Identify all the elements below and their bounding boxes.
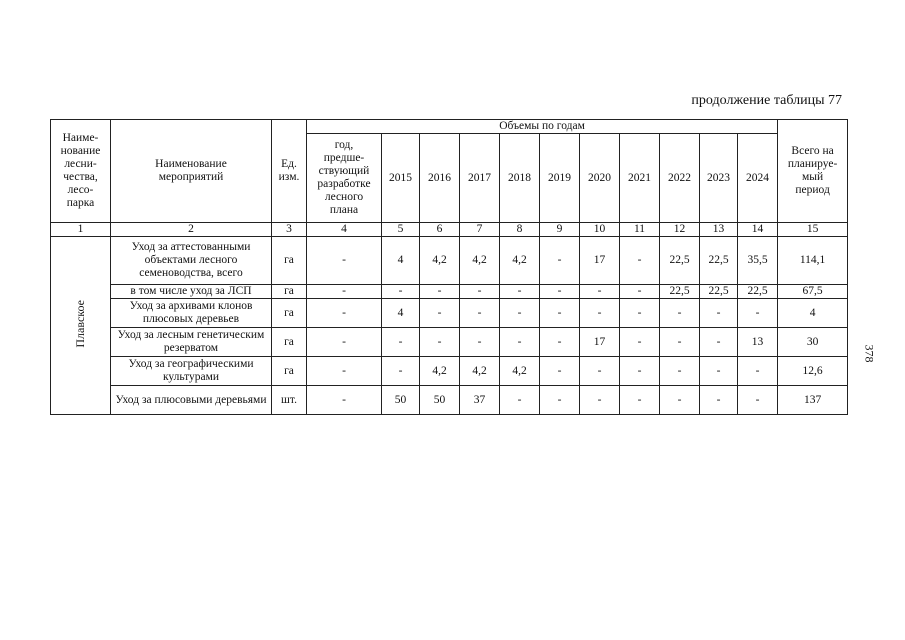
column-number: 14: [738, 223, 778, 237]
year-value-cell: 4,2: [460, 237, 500, 285]
year-value-cell: 4,2: [500, 237, 540, 285]
unit-cell: га: [272, 299, 307, 328]
year-value-cell: -: [500, 328, 540, 357]
year-value-cell: -: [620, 299, 660, 328]
forestry-name: Плавское: [73, 299, 87, 348]
header-year: 2021: [620, 134, 660, 223]
activity-cell: Уход за плюсовыми деревьями: [111, 386, 272, 415]
activity-cell: Уход за архивами клонов плюсовых деревьев: [111, 299, 272, 328]
page-number: 378: [862, 344, 877, 363]
prior-year-cell: -: [307, 285, 382, 299]
header-forestry: Наиме- нование лесни- чества, лесо- парка: [51, 120, 111, 223]
table-row: [51, 299, 848, 328]
column-number: 4: [307, 223, 382, 237]
year-value-cell: -: [620, 237, 660, 285]
header-year: 2020: [580, 134, 620, 223]
header-year: 2023: [700, 134, 738, 223]
total-cell: 67,5: [778, 285, 848, 299]
table-row: [51, 386, 848, 415]
year-value-cell: -: [540, 357, 580, 386]
year-value-cell: -: [580, 357, 620, 386]
column-number: 2: [111, 223, 272, 237]
year-value-cell: 4,2: [420, 237, 460, 285]
year-value-cell: -: [700, 299, 738, 328]
header-unit: Ед. изм.: [272, 120, 307, 223]
year-value-cell: -: [460, 285, 500, 299]
total-cell: 4: [778, 299, 848, 328]
activity-cell: Уход за аттестованными объектами лесного семеноводства, всего: [111, 237, 272, 285]
year-value-cell: -: [460, 328, 500, 357]
column-numbers-row: [51, 223, 848, 237]
year-value-cell: 37: [460, 386, 500, 415]
column-number: 11: [620, 223, 660, 237]
activity-cell: в том числе уход за ЛСП: [111, 285, 272, 299]
header-total: Всего на планируе- мый период: [778, 120, 848, 223]
year-value-cell: 22,5: [660, 237, 700, 285]
column-number: 6: [420, 223, 460, 237]
year-value-cell: -: [540, 285, 580, 299]
unit-cell: га: [272, 357, 307, 386]
year-value-cell: -: [420, 299, 460, 328]
year-value-cell: -: [700, 357, 738, 386]
year-value-cell: 22,5: [700, 237, 738, 285]
prior-year-cell: -: [307, 237, 382, 285]
header-year: 2022: [660, 134, 700, 223]
table-body: [51, 237, 848, 415]
year-value-cell: -: [620, 357, 660, 386]
total-cell: 12,6: [778, 357, 848, 386]
year-value-cell: -: [540, 299, 580, 328]
column-number: 1: [51, 223, 111, 237]
header-activity: Наименование мероприятий: [111, 120, 272, 223]
year-value-cell: 17: [580, 328, 620, 357]
year-value-cell: -: [700, 386, 738, 415]
year-value-cell: -: [620, 386, 660, 415]
year-value-cell: 13: [738, 328, 778, 357]
prior-year-cell: -: [307, 328, 382, 357]
table-row: [51, 285, 848, 299]
year-value-cell: 4: [382, 299, 420, 328]
year-value-cell: 22,5: [660, 285, 700, 299]
year-value-cell: -: [620, 285, 660, 299]
year-value-cell: -: [500, 386, 540, 415]
year-value-cell: 17: [580, 237, 620, 285]
year-value-cell: -: [660, 299, 700, 328]
header-prior-year: год, предше- ствующий разработке лесного плана: [307, 134, 382, 223]
year-value-cell: 4,2: [420, 357, 460, 386]
year-value-cell: -: [540, 328, 580, 357]
header-year: 2024: [738, 134, 778, 223]
year-value-cell: -: [700, 328, 738, 357]
column-number: 12: [660, 223, 700, 237]
forestry-volumes-table: [50, 119, 848, 415]
total-cell: 30: [778, 328, 848, 357]
year-value-cell: -: [540, 386, 580, 415]
year-value-cell: 22,5: [700, 285, 738, 299]
header-volumes: Объемы по годам: [307, 120, 778, 134]
year-value-cell: -: [500, 299, 540, 328]
column-number: 5: [382, 223, 420, 237]
activity-cell: Уход за лесным генетическим резерватом: [111, 328, 272, 357]
header-year: 2016: [420, 134, 460, 223]
header-year: 2019: [540, 134, 580, 223]
table-row: [51, 328, 848, 357]
prior-year-cell: -: [307, 357, 382, 386]
year-value-cell: -: [382, 285, 420, 299]
unit-cell: га: [272, 237, 307, 285]
column-number: 7: [460, 223, 500, 237]
year-value-cell: 50: [420, 386, 460, 415]
year-value-cell: 4,2: [500, 357, 540, 386]
year-value-cell: -: [660, 328, 700, 357]
unit-cell: га: [272, 328, 307, 357]
year-value-cell: -: [460, 299, 500, 328]
year-value-cell: -: [500, 285, 540, 299]
unit-cell: га: [272, 285, 307, 299]
year-value-cell: -: [738, 386, 778, 415]
year-value-cell: -: [540, 237, 580, 285]
table-row: [51, 357, 848, 386]
year-value-cell: -: [382, 328, 420, 357]
year-value-cell: 22,5: [738, 285, 778, 299]
unit-cell: шт.: [272, 386, 307, 415]
table-row: [51, 237, 848, 285]
year-value-cell: 4,2: [460, 357, 500, 386]
table-caption: продолжение таблицы 77: [691, 93, 842, 108]
year-value-cell: -: [660, 357, 700, 386]
column-number: 13: [700, 223, 738, 237]
year-value-cell: 35,5: [738, 237, 778, 285]
total-cell: 137: [778, 386, 848, 415]
column-number: 9: [540, 223, 580, 237]
header-year: 2018: [500, 134, 540, 223]
column-number: 3: [272, 223, 307, 237]
year-value-cell: -: [580, 285, 620, 299]
prior-year-cell: -: [307, 386, 382, 415]
year-value-cell: -: [738, 299, 778, 328]
header-year: 2015: [382, 134, 420, 223]
year-value-cell: -: [580, 299, 620, 328]
year-value-cell: -: [382, 357, 420, 386]
total-cell: 114,1: [778, 237, 848, 285]
year-value-cell: -: [580, 386, 620, 415]
year-value-cell: -: [620, 328, 660, 357]
year-value-cell: 4: [382, 237, 420, 285]
prior-year-cell: -: [307, 299, 382, 328]
year-value-cell: 50: [382, 386, 420, 415]
activity-cell: Уход за географическими культурами: [111, 357, 272, 386]
column-number: 8: [500, 223, 540, 237]
column-number: 15: [778, 223, 848, 237]
header-year: 2017: [460, 134, 500, 223]
year-value-cell: -: [660, 386, 700, 415]
year-value-cell: -: [420, 328, 460, 357]
column-number: 10: [580, 223, 620, 237]
year-value-cell: -: [738, 357, 778, 386]
year-value-cell: -: [420, 285, 460, 299]
forestry-name-cell: [51, 237, 111, 415]
